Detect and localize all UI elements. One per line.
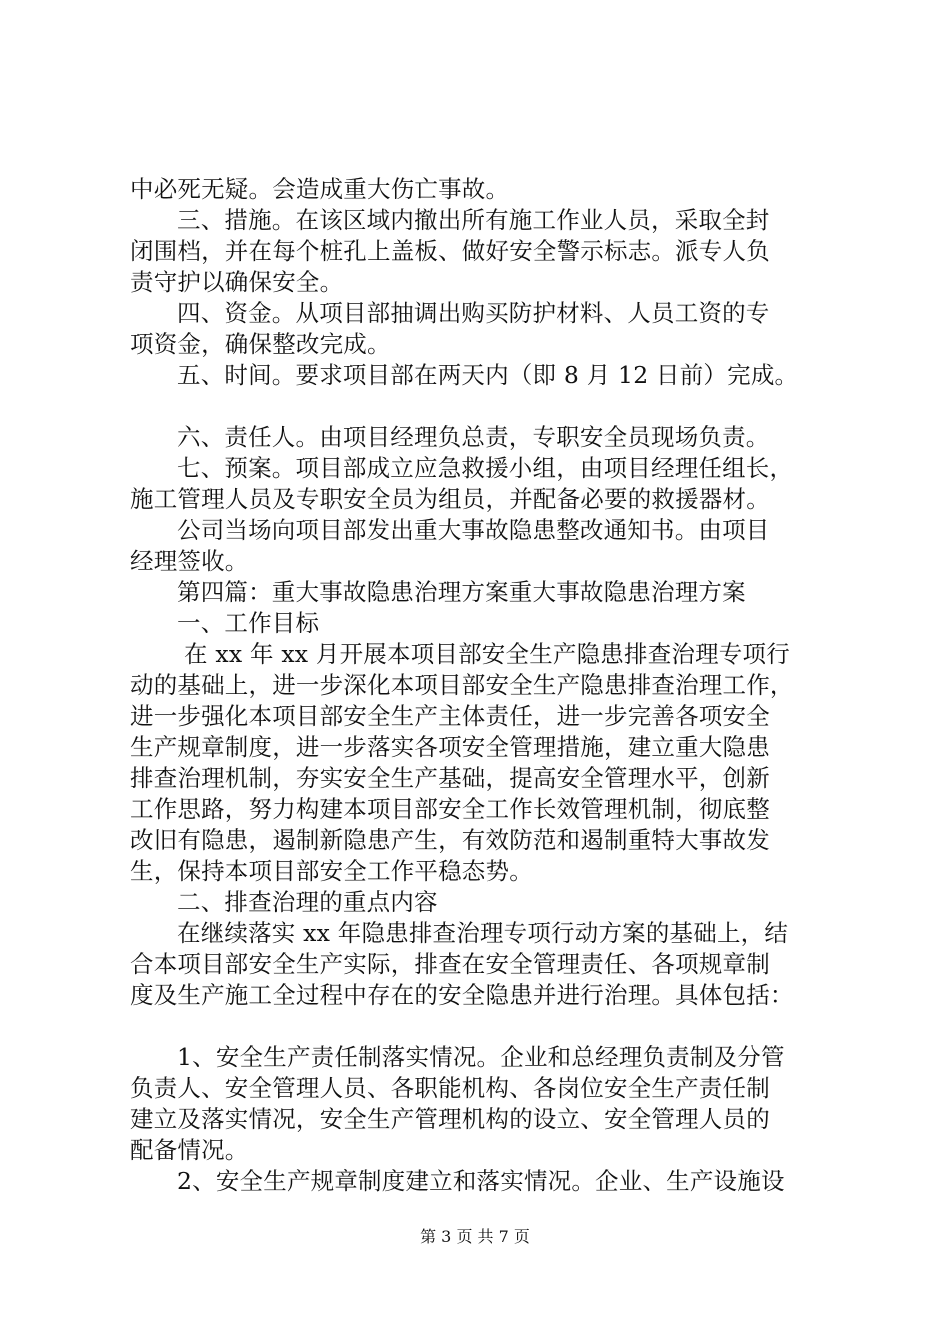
text-line: 在继续落实 xx 年隐患排查治理专项行动方案的基础上，结 <box>177 919 789 947</box>
text-line: 中必死无疑。会造成重大伤亡事故。 <box>130 175 510 203</box>
text-line: 建立及落实情况，安全生产管理机构的设立、安全管理人员的 <box>130 1105 770 1133</box>
text-line: 经理签收。 <box>130 547 249 575</box>
text-line: 项资金，确保整改完成。 <box>130 330 391 358</box>
text-line: 负责人、安全管理人员、各职能机构、各岗位安全生产责任制 <box>130 1074 770 1102</box>
section-heading: 第四篇：重大事故隐患治理方案重大事故隐患治理方案 <box>177 578 746 606</box>
text-line: 动的基础上，进一步深化本项目部安全生产隐患排查治理工作， <box>130 671 794 699</box>
text-line: 责守护以确保安全。 <box>130 268 344 296</box>
text-line: 在 xx 年 xx 月开展本项目部安全生产隐患排查治理专项行 <box>184 640 790 668</box>
page-footer: 第 3 页 共 7 页 <box>420 1227 530 1246</box>
list-item: 1、安全生产责任制落实情况。企业和总经理负责制及分管 <box>177 1043 785 1071</box>
text-line: 公司当场向项目部发出重大事故隐患整改通知书。由项目 <box>177 516 770 544</box>
text-line: 生，保持本项目部安全工作平稳态势。 <box>130 857 533 885</box>
text-line: 四、资金。从项目部抽调出购买防护材料、人员工资的专 <box>177 299 770 327</box>
text-line: 生产规章制度，进一步落实各项安全管理措施，建立重大隐患 <box>130 733 770 761</box>
text-line: 三、措施。在该区域内撤出所有施工作业人员，采取全封 <box>177 206 770 234</box>
text-line: 配备情况。 <box>130 1136 249 1164</box>
text-line: 进一步强化本项目部安全生产主体责任，进一步完善各项安全 <box>130 702 770 730</box>
text-line: 工作思路，努力构建本项目部安全工作长效管理机制，彻底整 <box>130 795 770 823</box>
subsection-heading: 一、工作目标 <box>177 609 320 637</box>
text-line: 度及生产施工全过程中存在的安全隐患并进行治理。具体包括： <box>130 981 794 1009</box>
text-line: 六、责任人。由项目经理负总责，专职安全员现场负责。 <box>177 423 770 451</box>
text-line: 五、时间。要求项目部在两天内（即 8 月 12 日前）完成。 <box>177 361 799 389</box>
subsection-heading: 二、排查治理的重点内容 <box>177 888 438 916</box>
text-line: 排查治理机制，夯实安全生产基础，提高安全管理水平，创新 <box>130 764 770 792</box>
text-line: 改旧有隐患，遏制新隐患产生，有效防范和遏制重特大事故发 <box>130 826 770 854</box>
text-line: 七、预案。项目部成立应急救援小组，由项目经理任组长， <box>177 454 794 482</box>
text-line: 闭围档，并在每个桩孔上盖板、做好安全警示标志。派专人负 <box>130 237 770 265</box>
text-line: 合本项目部安全生产实际，排查在安全管理责任、各项规章制 <box>130 950 770 978</box>
list-item: 2、安全生产规章制度建立和落实情况。企业、生产设施设 <box>177 1167 785 1195</box>
text-line: 施工管理人员及专职安全员为组员，并配备必要的救援器材。 <box>130 485 770 513</box>
